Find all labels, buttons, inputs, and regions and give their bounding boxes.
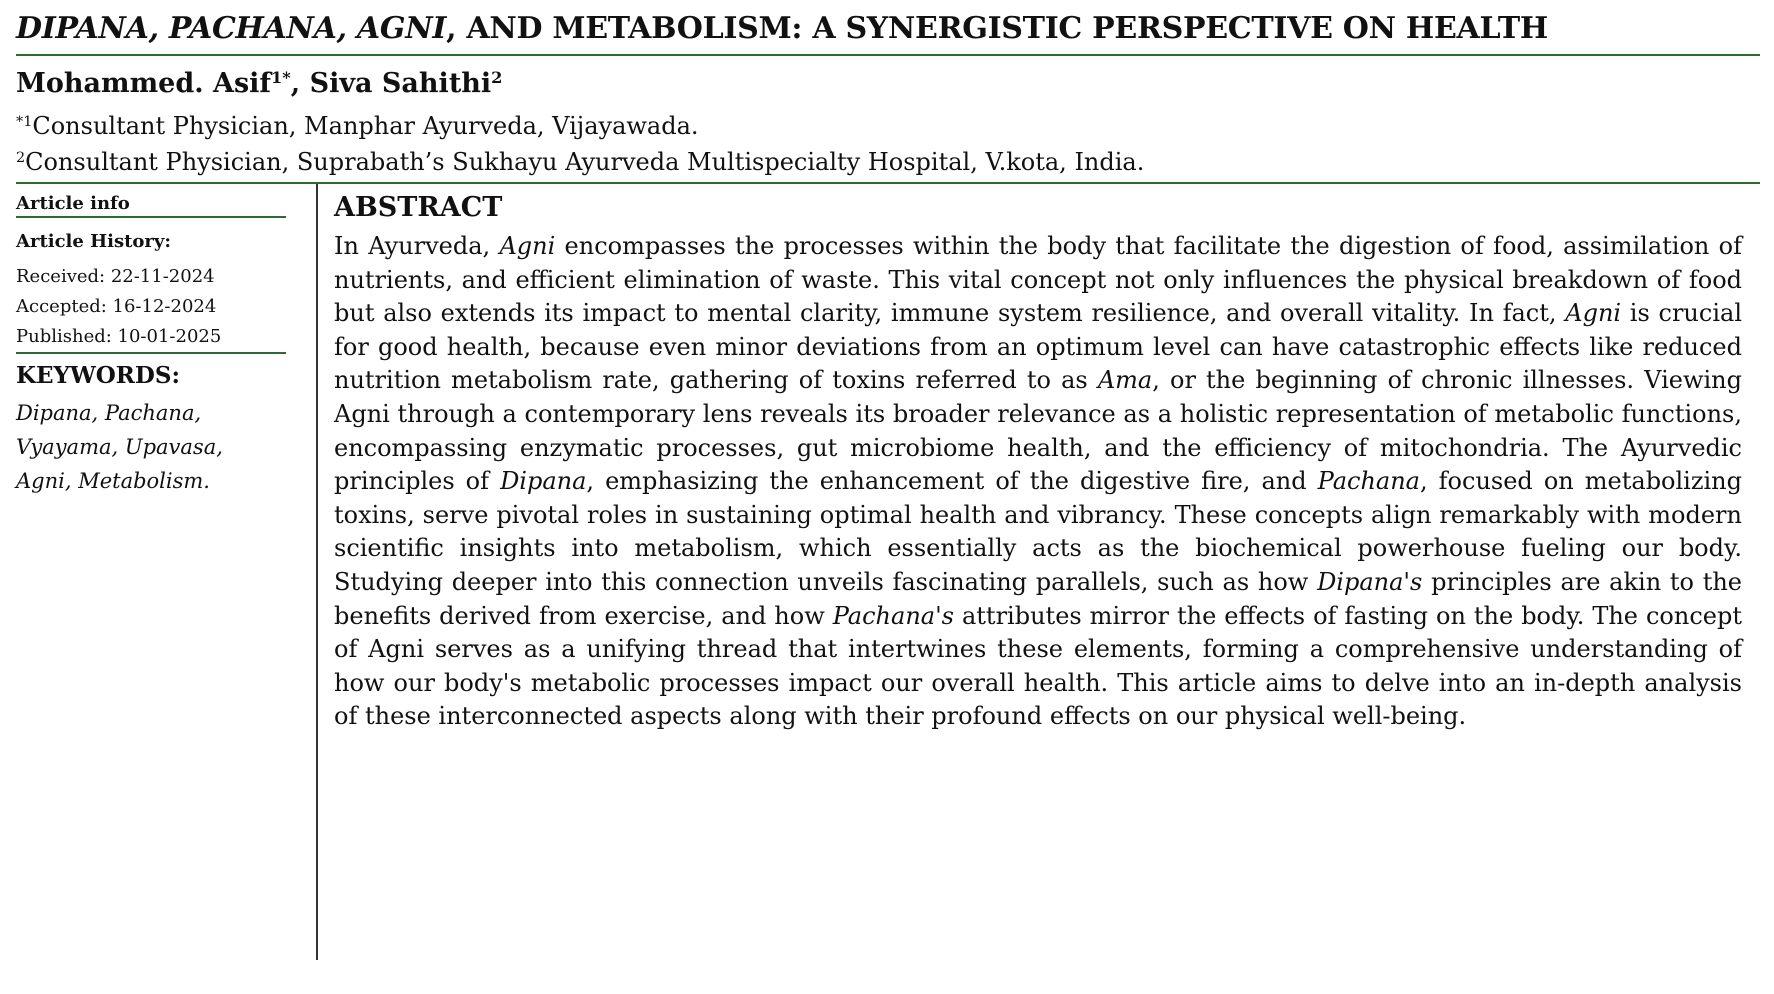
article-page [16,0,1760,960]
abstract-term-ama: Ama [1097,366,1153,395]
article-info-sidebar [16,184,286,960]
abstract-term-agni: Agni [499,232,556,260]
keywords-heading: KEYWORDS: [16,362,180,389]
abstract-run: is crucial for good health, because even minor deviations from an optimum level can have catastrophic effects like reduced nutrition metabolism rate, gathering of toxins referred to as [334,299,1742,395]
author-name-2: Siva Sahithi [309,68,492,99]
history-divider [16,352,286,354]
article-history-heading: Article History: [16,231,172,252]
abstract-run: encompasses the processes within the body that facilitate the digestion of food, assimilation of nutrients, and efficient elimination of waste. This vital concept not only influences the physical breakdown of food but also extends its impact to mental clarity, immune system resilience, and overall vitality. In fact, [334,232,1743,328]
affiliation-1-mark: *1 [16,114,33,131]
abstract-heading: ABSTRACT [334,192,503,223]
abstract-run: principles are akin to the benefits derived from exercise, and how [334,567,1743,630]
paper-title-rest: , AND METABOLISM: A SYNERGISTIC PERSPECTIVE ON HEALTH [446,11,1548,46]
article-info-divider [16,216,286,218]
abstract-term-agni: Agni [1565,299,1622,328]
abstract-term-dipanas: Dipana's [1317,567,1423,596]
abstract-term-pachanas: Pachana's [832,601,954,630]
author-separator: , [290,68,310,99]
title-divider [16,54,1760,56]
paper-title-italic-part: DIPANA, PACHANA, AGNI [16,11,447,46]
article-info-heading: Article info [16,193,130,214]
abstract-section [318,184,1742,960]
affiliation-1-text: Consultant Physician, Manphar Ayurveda, Vijayawada. [32,112,699,140]
affiliation-2-text: Consultant Physician, Suprabath’s Sukhayu Ayurveda Multispecialty Hospital, V.kota, India. [25,148,1145,176]
author-list [16,62,1760,106]
affiliation-1 [16,108,1760,144]
author-1-affiliation-mark: 1* [271,68,291,88]
affiliation-2 [16,144,1760,180]
paper-title [16,6,1760,52]
abstract-text [334,230,1742,734]
keywords-list: Dipana, Pachana, Vyayama, Upavasa, Agni, Metabolism. [16,401,223,493]
abstract-run: , or the beginning of chronic illnesses. Viewing Agni through a contemporary lens reveals its broader relevance as a holistic representation of metabolic functions, encompassing enzymatic processes, gut microbiome health, and the efficiency of mitochondria. The Ayurvedic principles of [334,366,1743,496]
abstract-run: , focused on metabolizing toxins, serve pivotal roles in sustaining optimal health and vibrancy. These concepts align remarkably with modern scientific insights into metabolism, which essentially acts as the biochemical powerhouse fueling our body. Studying deeper into this connection unveils fascinating parallels, such as how [334,467,1742,596]
abstract-term-dipana: Dipana [500,467,587,496]
published-date: Published: 10-01-2025 [16,326,222,347]
abstract-run: In Ayurveda, [334,232,500,260]
author-name-1: Mohammed. Asif [16,68,272,99]
received-date: Received: 22-11-2024 [16,266,215,287]
abstract-term-pachana: Pachana [1317,467,1420,496]
article-body [16,184,1760,960]
affiliation-2-mark: 2 [16,150,26,167]
abstract-run: , emphasizing the enhancement of the digestive fire, and [586,467,1318,496]
abstract-run: attributes mirror the effects of fasting on the body. The concept of Agni serves as a unifying thread that intertwines these elements, forming a comprehensive understanding of how our body's metabolic processes impact our overall health. This article aims to delve into an in-depth analysis of these interconnected aspects along with their profound effects on our physical well-being. [334,601,1742,731]
accepted-date: Accepted: 16-12-2024 [16,296,217,317]
author-2-affiliation-mark: 2 [491,68,503,88]
